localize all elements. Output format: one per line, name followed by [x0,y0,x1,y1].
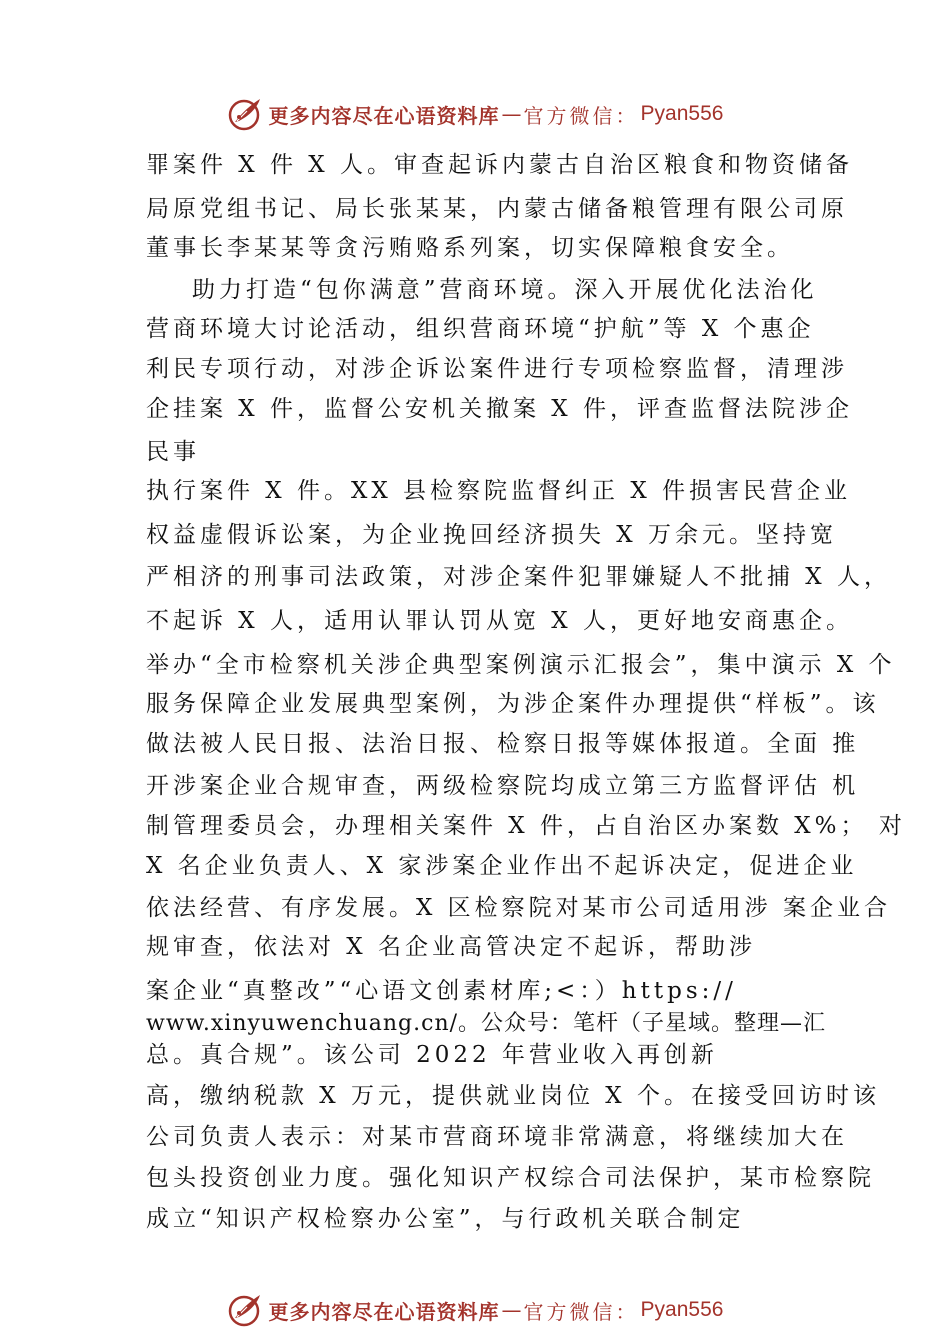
banner-separator: — [501,1298,522,1322]
banner-wechat-label: 官方微信： [523,1299,639,1324]
text-line: 权益虚假诉讼案，为企业挽回经济损失 X 万余元。坚持宽 [146,522,837,548]
text-line: 营商环境大讨论活动，组织营商环境“护航”等 X 个惠企 [146,316,815,342]
text-line: 利民专项行动，对涉企诉讼案件进行专项检察监督，清理涉 [146,356,848,382]
text-line: 举办“全市检察机关涉企典型案例演示汇报会”，集中演示 X 个 [146,652,896,678]
footer-watermark-banner [0,1288,950,1332]
banner-separator: — [501,102,522,126]
text-line: 不起诉 X 人，适用认罪认罚从宽 X 人，更好地安商惠企。 [146,608,853,634]
banner-wechat-id: Pyan556 [640,102,724,125]
text-line: 董事长李某某等贪污贿赂系列案，切实保障粮食安全。 [146,235,794,261]
text-line: 公司负责人表示：对某市营商环境非常满意，将继续加大在 [146,1124,848,1150]
text-line: 案企业“真整改”“心语文创素材库;<：）https:// [146,978,737,1004]
banner-site-text: 更多内容尽在心语资料库 [268,1299,500,1324]
text-line: 制管理委员会，办理相关案件 X 件，占自治区办案数 X%； 对 [146,813,906,839]
text-line: 规审查，依法对 X 名企业高管决定不起诉，帮助涉 [146,934,756,960]
text-line: 开涉案企业合规审查，两级检察院均成立第三方监督评估 机 [146,773,860,799]
text-line: 做法被人民日报、法治日报、检察日报等媒体报道。全面 推 [146,731,860,757]
text-line: 局原党组书记、局长张某某，内蒙古储备粮管理有限公司原 [146,196,848,222]
text-line: 民事 [146,439,200,465]
quill-logo-icon [227,96,263,132]
text-line: 包头投资创业力度。强化知识产权综合司法保护，某市检察院 [146,1165,875,1191]
banner-wechat-label: 官方微信： [523,103,639,128]
header-watermark-banner [0,92,950,136]
text-line: 依法经营、有序发展。X 区检察院对某市公司适用涉 案企业合 [146,895,891,921]
text-line: 企挂案 X 件，监督公安机关撤案 X 件，评查监督法院涉企 [146,396,853,422]
text-line: X 名企业负责人、X 家涉案企业作出不起诉决定，促进企业 [146,853,858,879]
text-line: 罪案件 X 件 X 人。审查起诉内蒙古自治区粮食和物资储备 [146,152,853,178]
banner-site-text: 更多内容尽在心语资料库 [268,103,500,128]
text-line: 执行案件 X 件。XX 县检察院监督纠正 X 件损害民营企业 [146,478,852,504]
paragraph-start-line: 助力打造“包你满意”营商环境。深入开展优化法治化 [192,277,818,303]
text-line: 高，缴纳税款 X 万元，提供就业岗位 X 个。在接受回访时该 [146,1083,880,1109]
text-line: www.xinyuwenchuang.cn/。公众号：笔杆（子星域。整理—汇 [146,1011,827,1036]
text-line: 总。真合规”。该公司 2022 年营业收入再创新 [146,1042,718,1068]
banner-wechat-id: Pyan556 [640,1298,724,1321]
text-line: 成立“知识产权检察办公室”，与行政机关联合制定 [146,1206,745,1232]
text-line: 服务保障企业发展典型案例，为涉企案件办理提供“样板”。该 [146,691,880,717]
text-line: 严相济的刑事司法政策，对涉企案件犯罪嫌疑人不批捕 X 人， [146,564,891,590]
quill-logo-icon [227,1292,263,1328]
